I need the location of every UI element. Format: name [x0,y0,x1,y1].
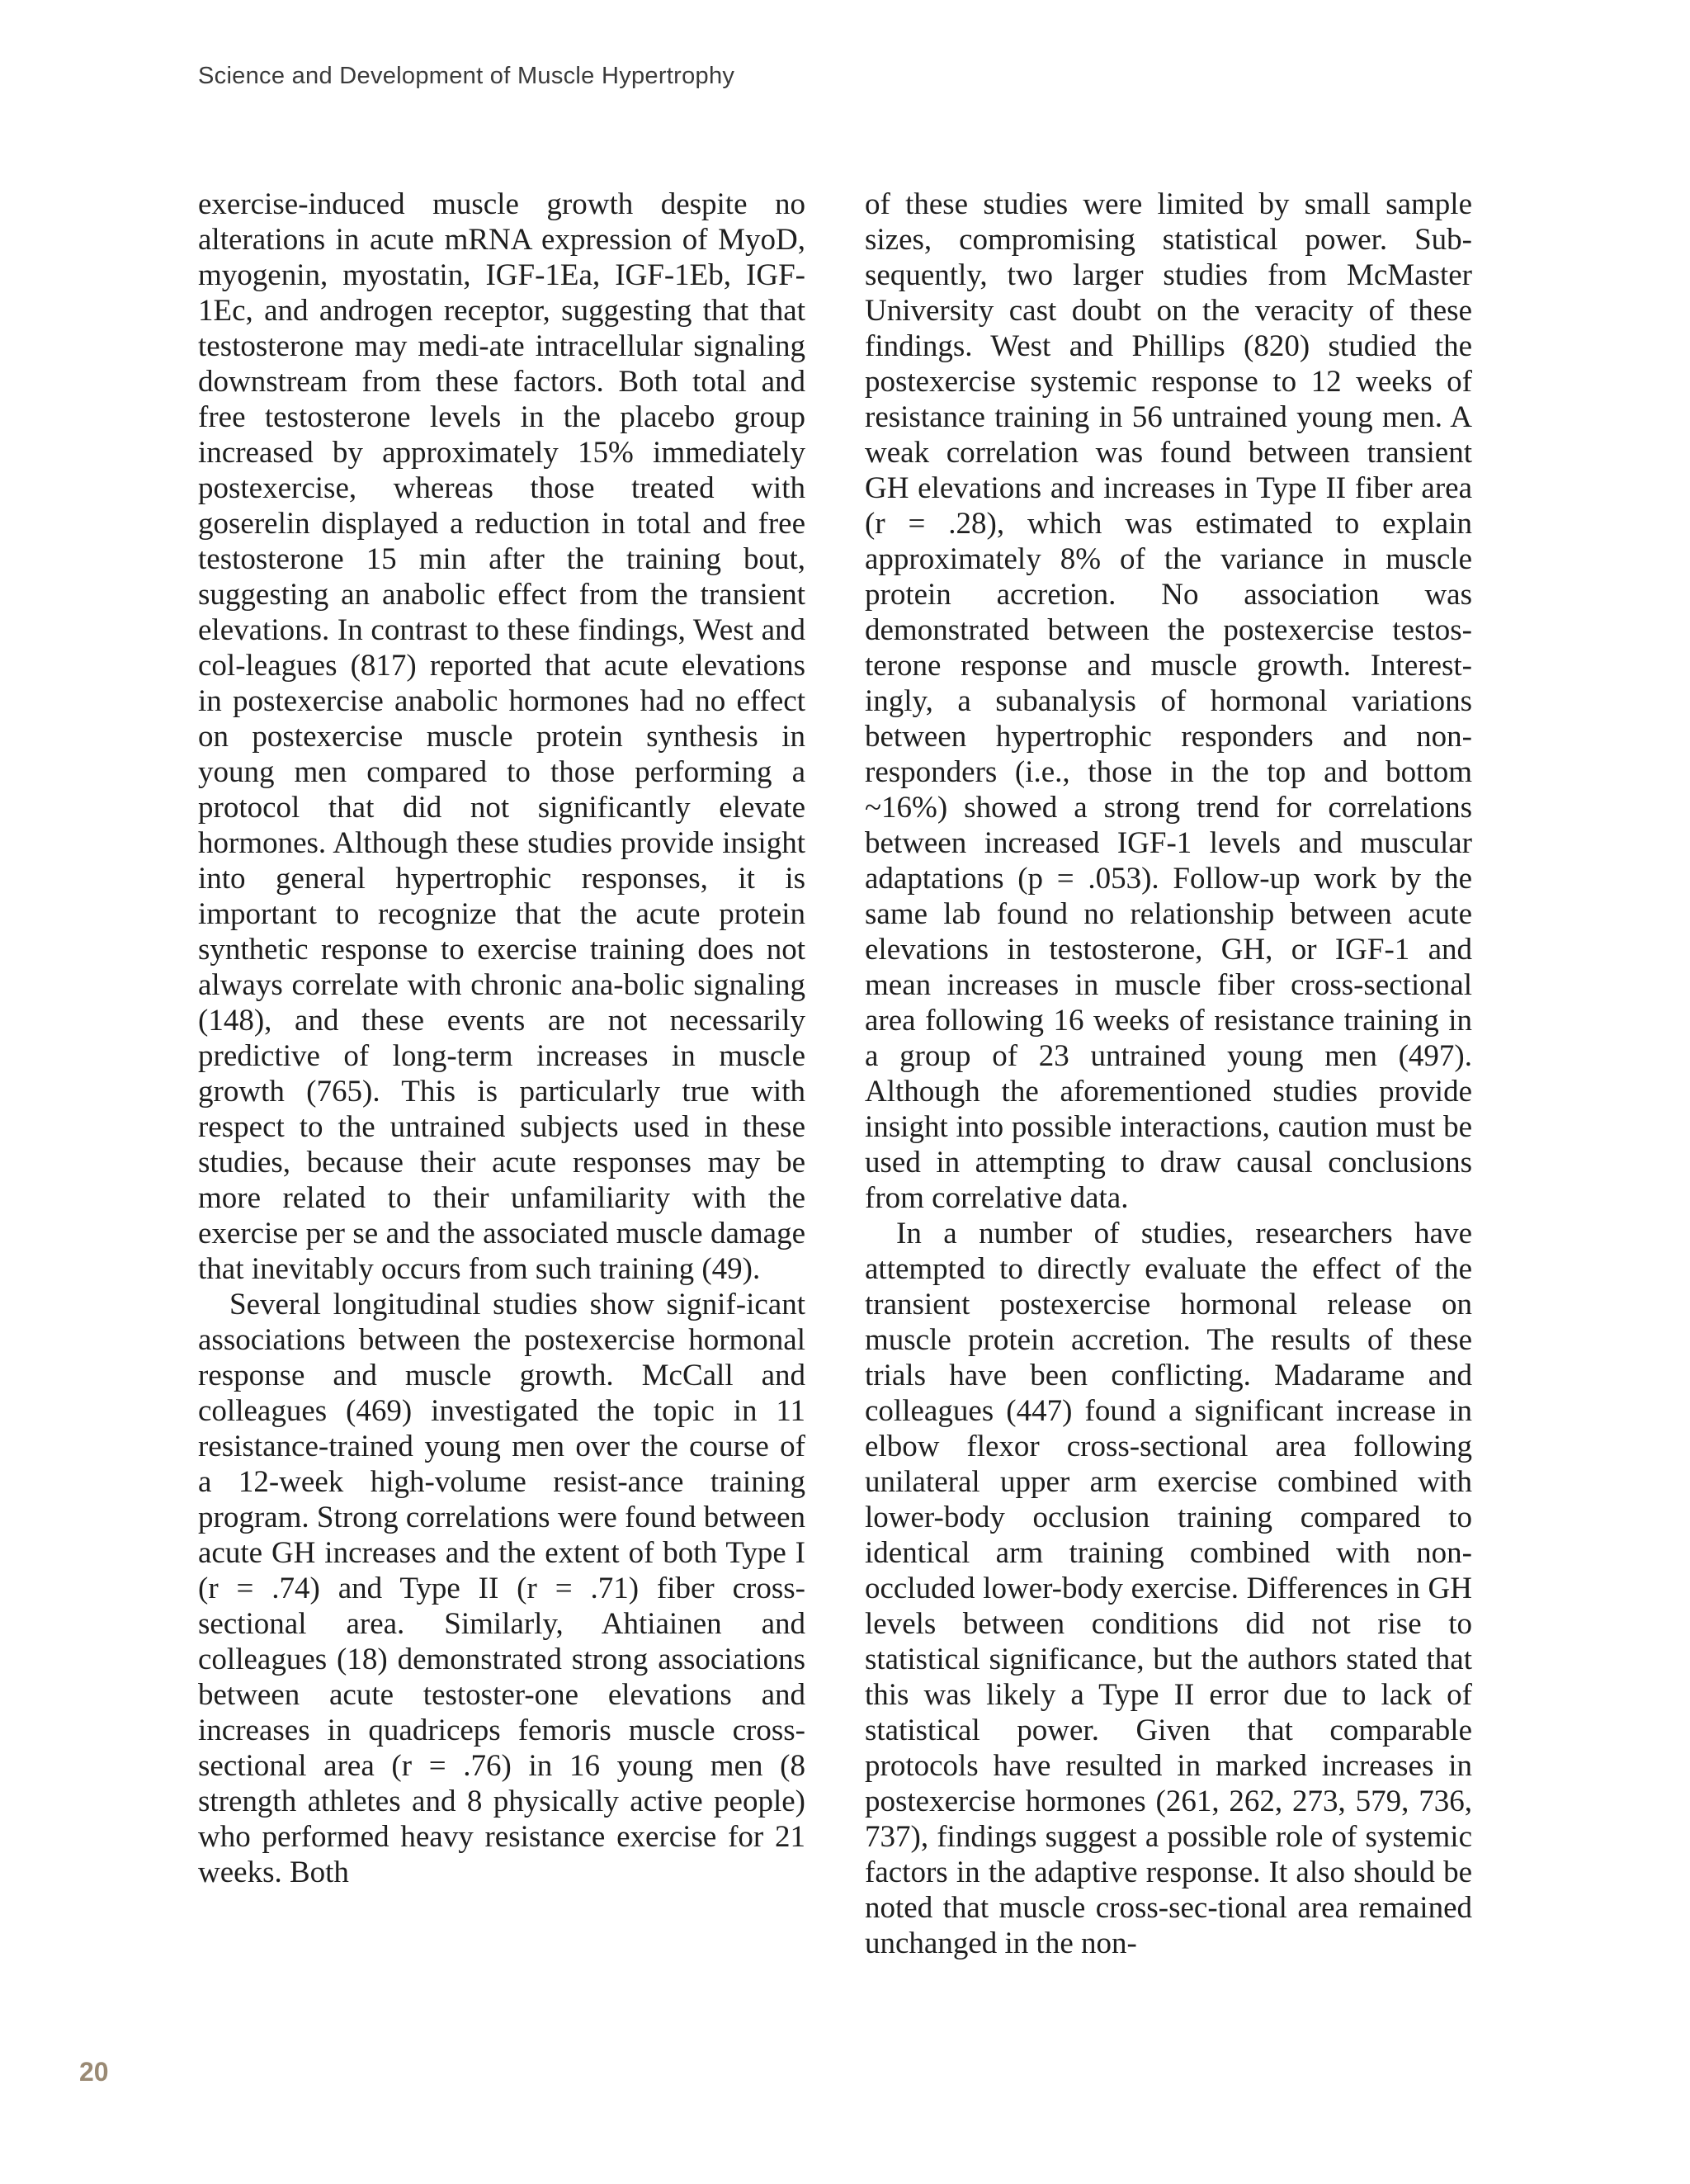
paragraph: of these studies were limited by small sample sizes, compromising statistical power. Sub-sequently, two larger studies from McMaster University cast doubt on the veracity of these findings. West and Phillips (820) studied the postexercise systemic response to 12 weeks of resistance training in 56 untrained young men. A weak correlation was found between transient GH elevations and increases in Type II fiber area (r = .28), which was estimated to explain approximately 8% of the variance in muscle protein accretion. No association was demonstrated between the postexercise testos-terone response and muscle growth. Interest-ingly, a subanalysis of hormonal variations between hypertrophic responders and non-responders (i.e., those in the top and bottom ~16%) showed a strong trend for correlations between increased IGF-1 levels and muscular adaptations (p = .053). Follow-up work by the same lab found no relationship between acute elevations in testosterone, GH, or IGF-1 and mean increases in muscle fiber cross-sectional area following 16 weeks of resistance training in a group of 23 untrained young men (497). Although the aforementioned studies provide insight into possible interactions, caution must be used in attempting to draw causal conclusions from correlative data. [865,187,1472,1215]
paragraph: exercise-induced muscle growth despite no alterations in acute mRNA expression of MyoD, myogenin, myostatin, IGF-1Ea, IGF-1Eb, IGF-1Ec, and androgen receptor, suggesting that that testosterone may medi-ate intracellular signaling downstream from these factors. Both total and free testosterone levels in the placebo group increased by approximately 15% immediately postexercise, whereas those treated with goserelin displayed a reduction in total and free testosterone 15 min after the training bout, suggesting an anabolic effect from the transient elevations. In contrast to these findings, West and col-leagues (817) reported that acute elevations in postexercise anabolic hormones had no effect on postexercise muscle protein synthesis in young men compared to those performing a protocol that did not significantly elevate hormones. Although these studies provide insight into general hypertrophic responses, it is important to recognize that the acute protein synthetic response to exercise training does not always correlate with chronic ana-bolic signaling (148), and these events are not necessarily predictive of long-term increases in muscle growth (765). This is particularly true with respect to the untrained subjects used in these studies, because their acute responses may be more related to their unfamiliarity with the exercise per se and the associated muscle damage that inevitably occurs from such training (49). [198,187,805,1286]
paragraph: Several longitudinal studies show signif-icant associations between the postexercise hormonal response and muscle growth. McCall and colleagues (469) investigated the topic in 11 resistance-trained young men over the course of a 12-week high-volume resist-ance training program. Strong correlations were found between acute GH increases and the extent of both Type I (r = .74) and Type II (r = .71) fiber cross-sectional area. Similarly, Ahtiainen and colleagues (18) demonstrated strong associations between acute testoster-one elevations and increases in quadriceps femoris muscle cross-sectional area (r = .76) in 16 young men (8 strength athletes and 8 physically active people) who performed heavy resistance exercise for 21 weeks. Both [198,1288,805,1889]
running-head: Science and Development of Muscle Hypertrophy [198,63,735,89]
paragraph: In a number of studies, researchers have attempted to directly evaluate the effect of the transient postexercise hormonal release on muscle protein accretion. The results of these trials have been conflicting. Madarame and colleagues (447) found a significant increase in elbow flexor cross-sectional area following unilateral upper arm exercise combined with lower-body occlusion training compared to identical arm training combined with non-occluded lower-body exercise. Differences in GH levels between conditions did not rise to statistical significance, but the authors stated that this was likely a Type II error due to lack of statistical power. Given that comparable protocols have resulted in marked increases in postexercise hormones (261, 262, 273, 579, 736, 737), findings suggest a possible role of systemic factors in the adaptive response. It also should be noted that muscle cross-sec-tional area remained unchanged in the non- [865,1217,1472,1960]
right-column [865,187,1472,1961]
left-column [198,187,805,1890]
page-number: 20 [79,2057,109,2087]
